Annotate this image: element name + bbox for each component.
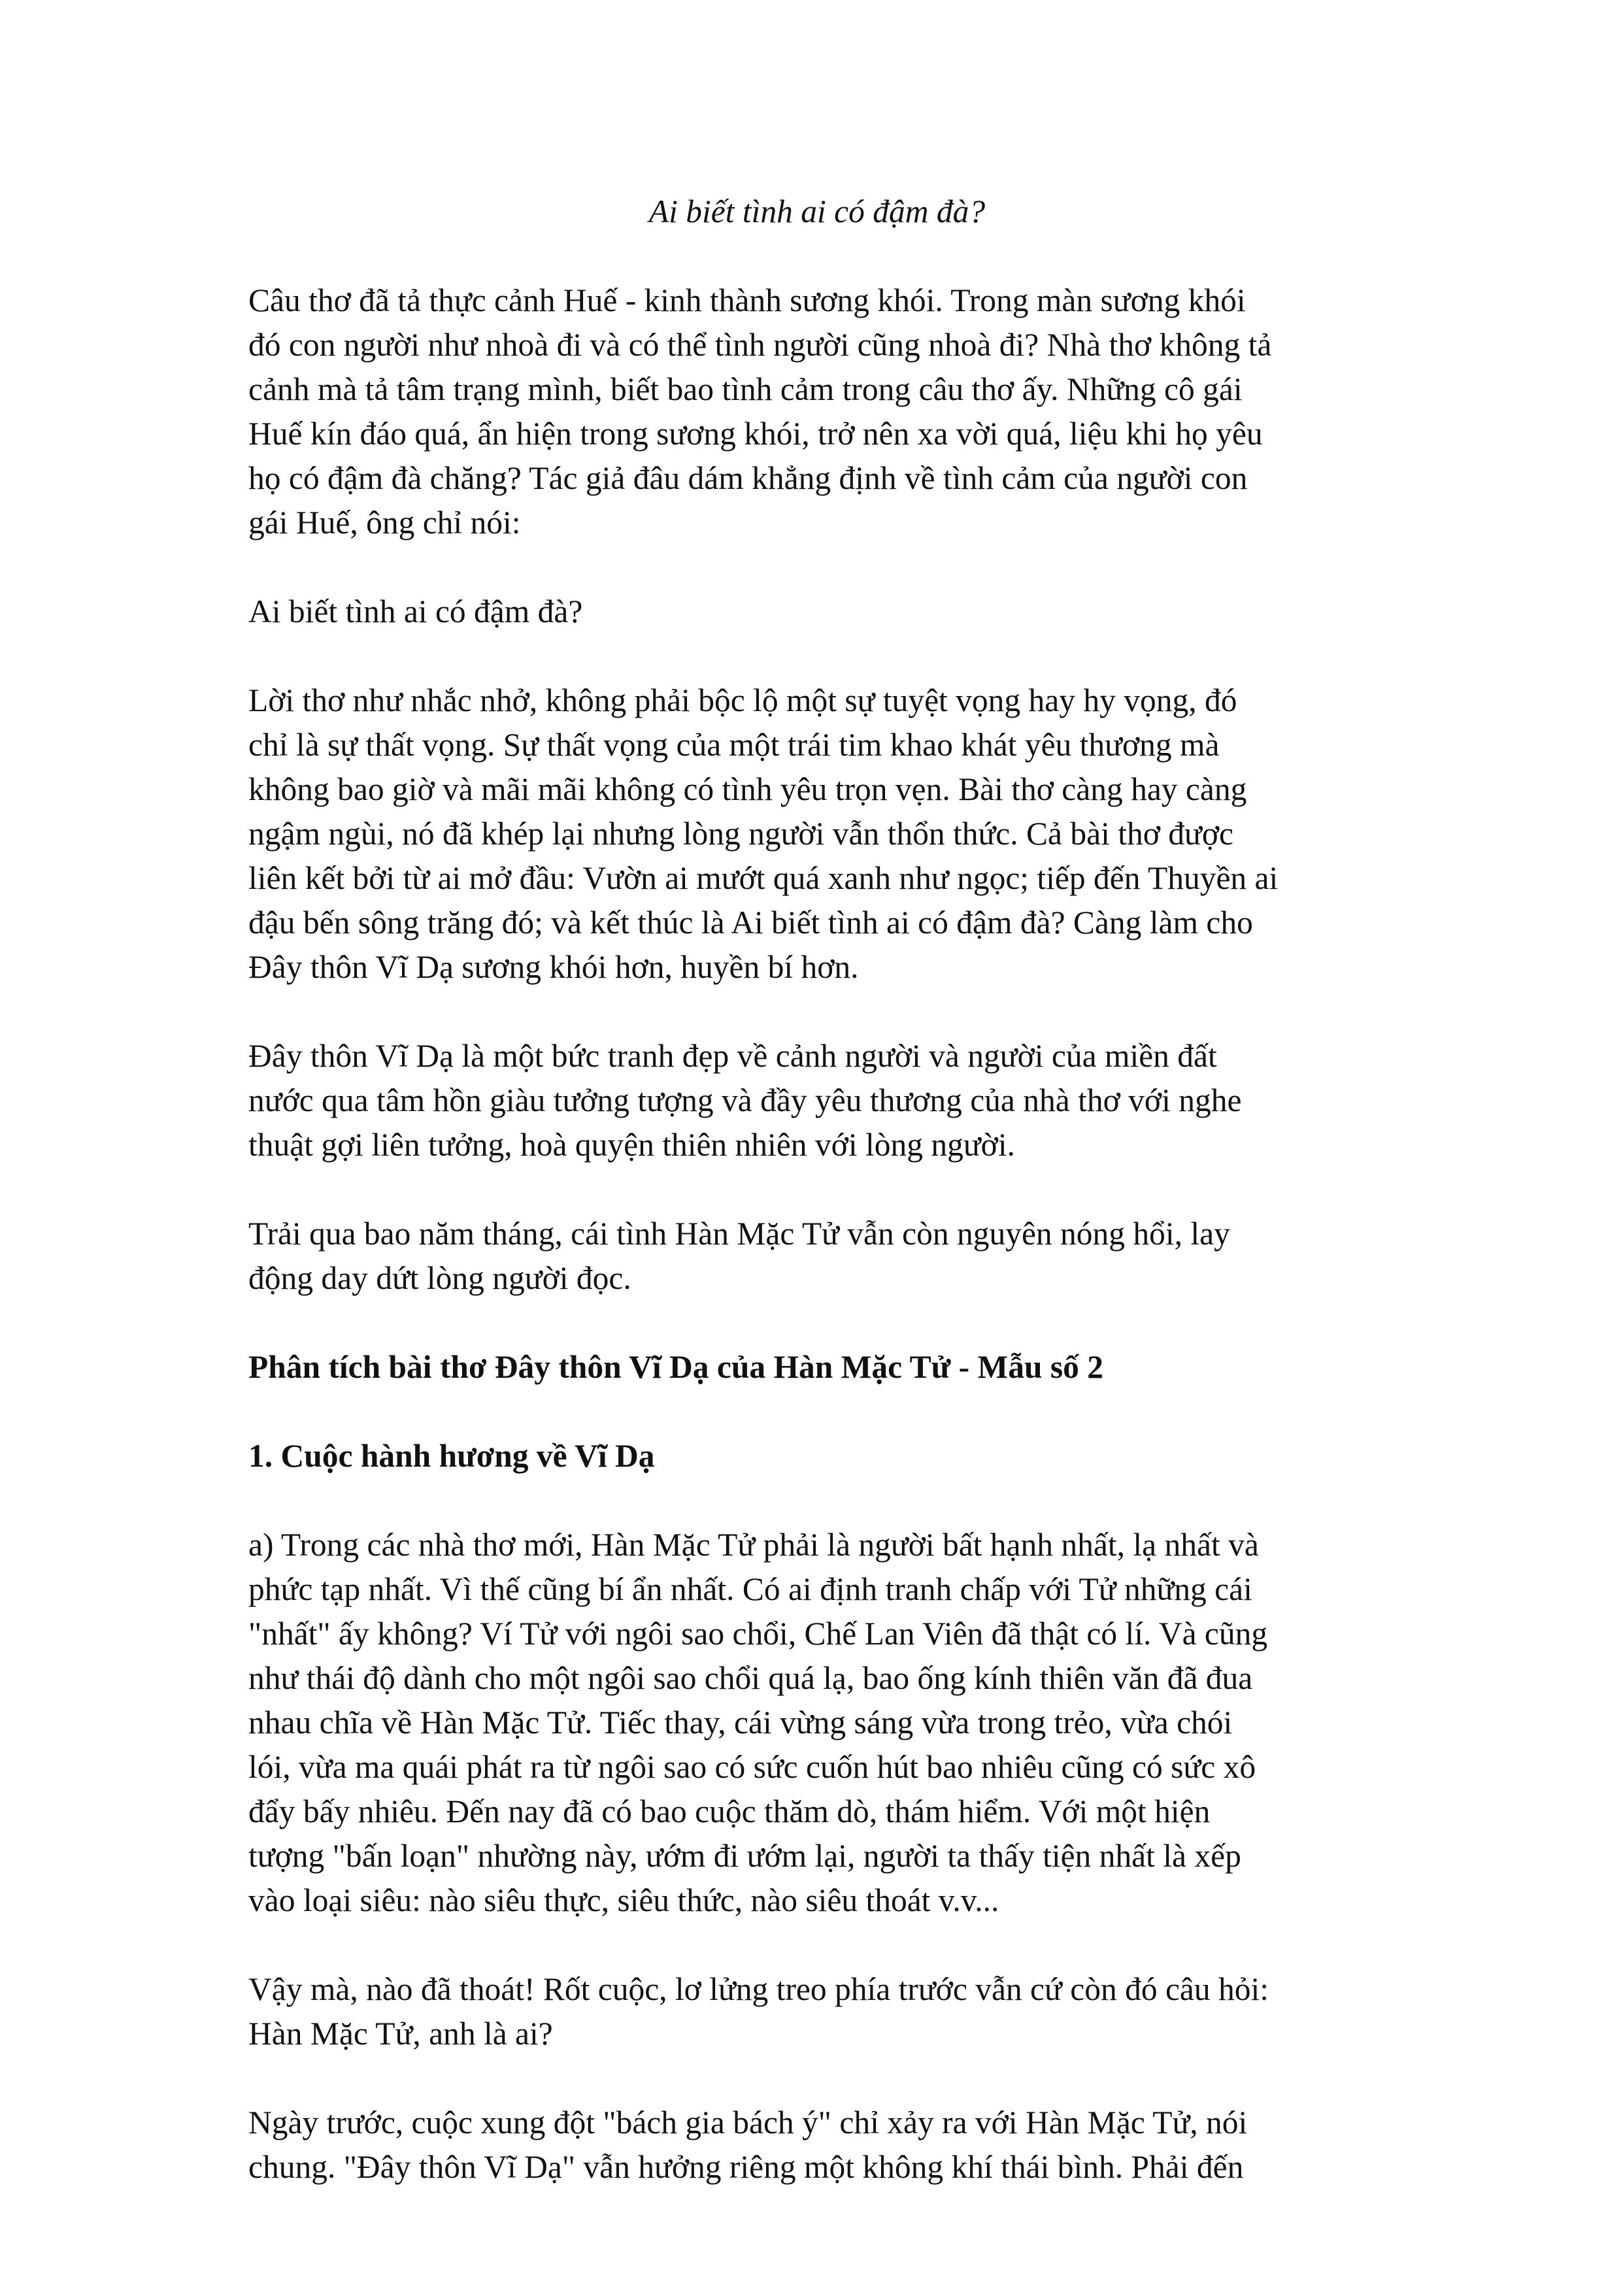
text-line: đậu bến sông trăng đó; và kết thúc là Ai biết tình ai có đậm đà? Càng làm cho xyxy=(248,905,1253,940)
document-page xyxy=(248,190,1386,2189)
paragraph-gap xyxy=(248,634,1386,678)
paragraph-gap xyxy=(248,1478,1386,1523)
paragraph-gap xyxy=(248,1923,1386,1967)
paragraph-gap xyxy=(248,2056,1386,2101)
sample-heading: Phân tích bài thơ Đây thôn Vĩ Dạ của Hàn Mặc Tử - Mẫu số 2 xyxy=(248,1349,1104,1385)
text-line: chỉ là sự thất vọng. Sự thất vọng của một trái tim khao khát yêu thương mà xyxy=(248,727,1220,763)
text-line: không bao giờ và mãi mãi không có tình yêu trọn vẹn. Bài thơ càng hay càng xyxy=(248,771,1247,807)
text-line: liên kết bởi từ ai mở đầu: Vườn ai mướt quá xanh như ngọc; tiếp đến Thuyền ai xyxy=(248,860,1279,896)
paragraph xyxy=(248,1034,1386,1167)
text-line: Đây thôn Vĩ Dạ sương khói hơn, huyền bí hơn. xyxy=(248,949,859,985)
paragraph-gap xyxy=(248,1167,1386,1212)
text-line: nước qua tâm hồn giàu tưởng tượng và đầy yêu thương của nhà thơ với nghe xyxy=(248,1082,1242,1118)
text-line: đẩy bấy nhiêu. Đến nay đã có bao cuộc thăm dò, thám hiểm. Với một hiện xyxy=(248,1793,1211,1829)
text-line: ngậm ngùi, nó đã khép lại nhưng lòng người vẫn thổn thức. Cả bài thơ được xyxy=(248,816,1233,852)
text-line: Lời thơ như nhắc nhở, không phải bộc lộ một sự tuyệt vọng hay hy vọng, đó xyxy=(248,682,1237,718)
text-line: "nhất" ấy không? Ví Tử với ngôi sao chổi, Chế Lan Viên đã thật có lí. Và cũng xyxy=(248,1616,1268,1652)
paragraph xyxy=(248,1967,1386,2056)
text-line: Hàn Mặc Tử, anh là ai? xyxy=(248,2016,553,2052)
text-line: thuật gợi liên tưởng, hoà quyện thiên nhiên với lòng người. xyxy=(248,1127,1015,1163)
text-line: Trải qua bao năm tháng, cái tình Hàn Mặc Tử vẫn còn nguyên nóng hổi, lay xyxy=(248,1216,1230,1252)
text-line: lói, vừa ma quái phát ra từ ngôi sao có sức cuốn hút bao nhiêu cũng có sức xô xyxy=(248,1749,1256,1785)
paragraph-gap xyxy=(248,990,1386,1034)
text-line: Đây thôn Vĩ Dạ là một bức tranh đẹp về cảnh người và người của miền đất xyxy=(248,1038,1217,1074)
paragraph xyxy=(248,1523,1386,1923)
text-line: gái Huế, ông chỉ nói: xyxy=(248,505,521,541)
text-line: vào loại siêu: nào siêu thực, siêu thức, nào siêu thoát v.v... xyxy=(248,1882,999,1918)
text-line: Ngày trước, cuộc xung đột "bách gia bách ý" chỉ xảy ra với Hàn Mặc Tử, nói xyxy=(248,2105,1248,2140)
paragraph xyxy=(248,278,1386,545)
quoted-verse-line: Ai biết tình ai có đậm đà? xyxy=(248,593,583,629)
text-line: cảnh mà tả tâm trạng mình, biết bao tình cảm trong câu thơ ấy. Những cô gái xyxy=(248,371,1243,407)
text-line: đó con người như nhoà đi và có thể tình người cũng nhoà đi? Nhà thơ không tả xyxy=(248,327,1272,363)
paragraph-gap xyxy=(248,234,1386,278)
text-line: như thái độ dành cho một ngôi sao chổi quá lạ, bao ống kính thiên văn đã đua xyxy=(248,1660,1253,1696)
text-line: tượng "bấn loạn" nhường này, ướm đi ướm lại, người ta thấy tiện nhất là xếp xyxy=(248,1838,1241,1874)
paragraph xyxy=(248,678,1386,990)
text-line: nhau chĩa về Hàn Mặc Tử. Tiếc thay, cái vừng sáng vừa trong trẻo, vừa chói xyxy=(248,1705,1233,1740)
text-line: Huế kín đáo quá, ẩn hiện trong sương khói, trở nên xa vời quá, liệu khi họ yêu xyxy=(248,416,1263,452)
paragraph xyxy=(248,2101,1386,2189)
text-line: a) Trong các nhà thơ mới, Hàn Mặc Tử phải là người bất hạnh nhất, lạ nhất và xyxy=(248,1527,1259,1563)
text-line: họ có đậm đà chăng? Tác giả đâu dám khẳng định về tình cảm của người con xyxy=(248,460,1248,496)
paragraph-gap xyxy=(248,1301,1386,1345)
paragraph-gap xyxy=(248,545,1386,590)
text-line: Vậy mà, nào đã thoát! Rốt cuộc, lơ lửng treo phía trước vẫn cứ còn đó câu hỏi: xyxy=(248,1971,1269,2007)
text-line: động day dứt lòng người đọc. xyxy=(248,1260,631,1296)
section-heading: 1. Cuộc hành hương về Vĩ Dạ xyxy=(248,1438,655,1474)
text-line: phức tạp nhất. Vì thế cũng bí ẩn nhất. Có ai định tranh chấp với Tử những cái xyxy=(248,1571,1252,1607)
paragraph xyxy=(248,1212,1386,1301)
paragraph-gap xyxy=(248,1389,1386,1434)
italic-verse-line: Ai biết tình ai có đậm đà? xyxy=(648,193,986,229)
text-line: Câu thơ đã tả thực cảnh Huế - kinh thành sương khói. Trong màn sương khói xyxy=(248,282,1246,318)
text-line: chung. "Đây thôn Vĩ Dạ" vẫn hưởng riêng một không khí thái bình. Phải đến xyxy=(248,2149,1244,2185)
